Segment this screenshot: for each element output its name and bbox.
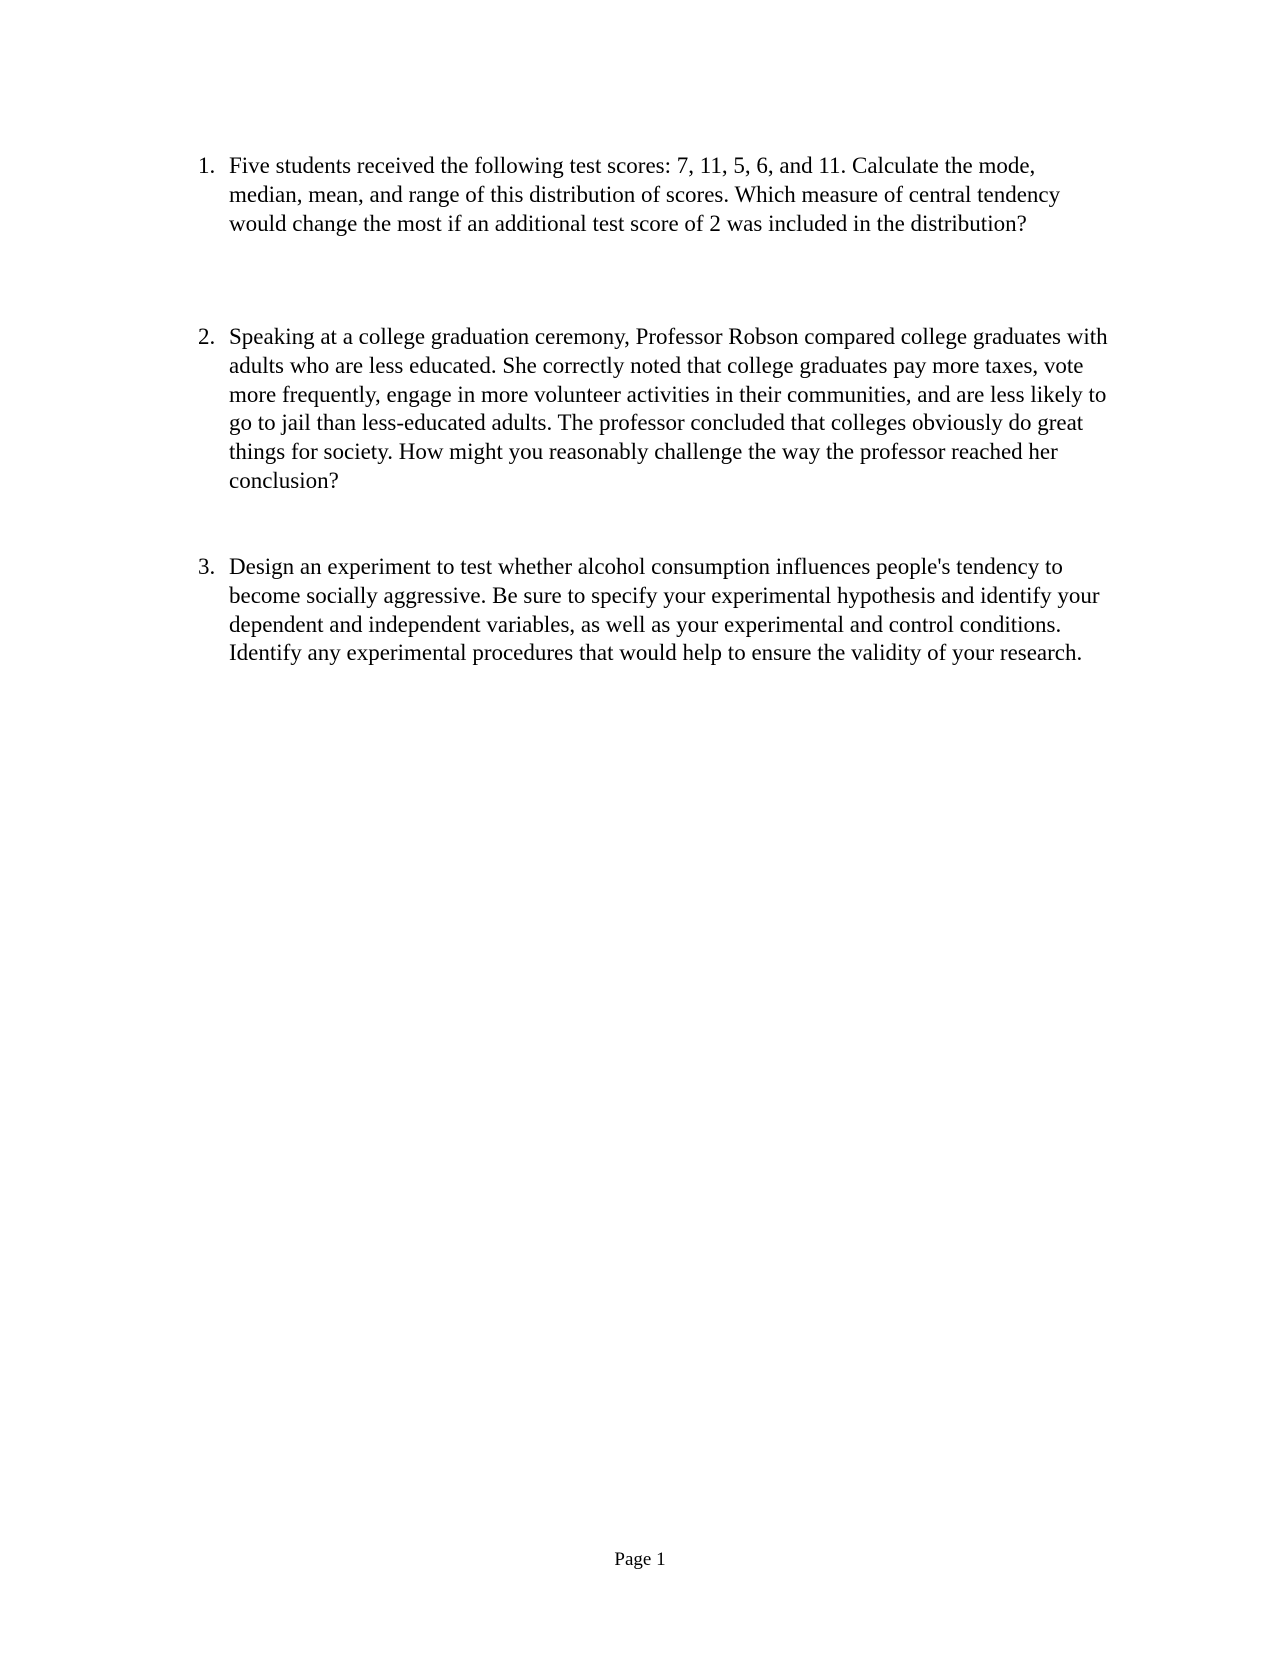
question-text: Speaking at a college graduation ceremony, Professor Robson compared college graduates with adults who are less educated. She correctly noted that college graduates pay more taxes, vote more frequently, engage in more volunteer activities in their communities, and are less likely to go to jail than less-educated adults. The professor concluded that colleges obviously do great things for society. How might you reasonably challenge the way the professor reached her conclusion? xyxy=(229,324,1108,493)
page-footer: Page 1 xyxy=(614,1549,666,1570)
question-text: Design an experiment to test whether alcohol consumption influences people's tendency to become socially aggressive. Be sure to specify your experimental hypothesis and identify your dependent and independent variables, as well as your experimental and control conditions. Identify any experimental procedures that would help to ensure the validity of your research. xyxy=(229,554,1100,666)
question-3 xyxy=(198,553,1110,668)
question-text: Five students received the following test scores: 7, 11, 5, 6, and 11. Calculate the mode, median, mean, and range of this distribution of scores. Which measure of central tendency would change the most if an additional test score of 2 was included in the distribution? xyxy=(229,153,1061,236)
question-number: 2. xyxy=(198,324,216,349)
question-number: 1. xyxy=(198,153,216,178)
question-2 xyxy=(198,323,1110,496)
question-1 xyxy=(198,152,1110,238)
question-number: 3. xyxy=(198,554,216,579)
